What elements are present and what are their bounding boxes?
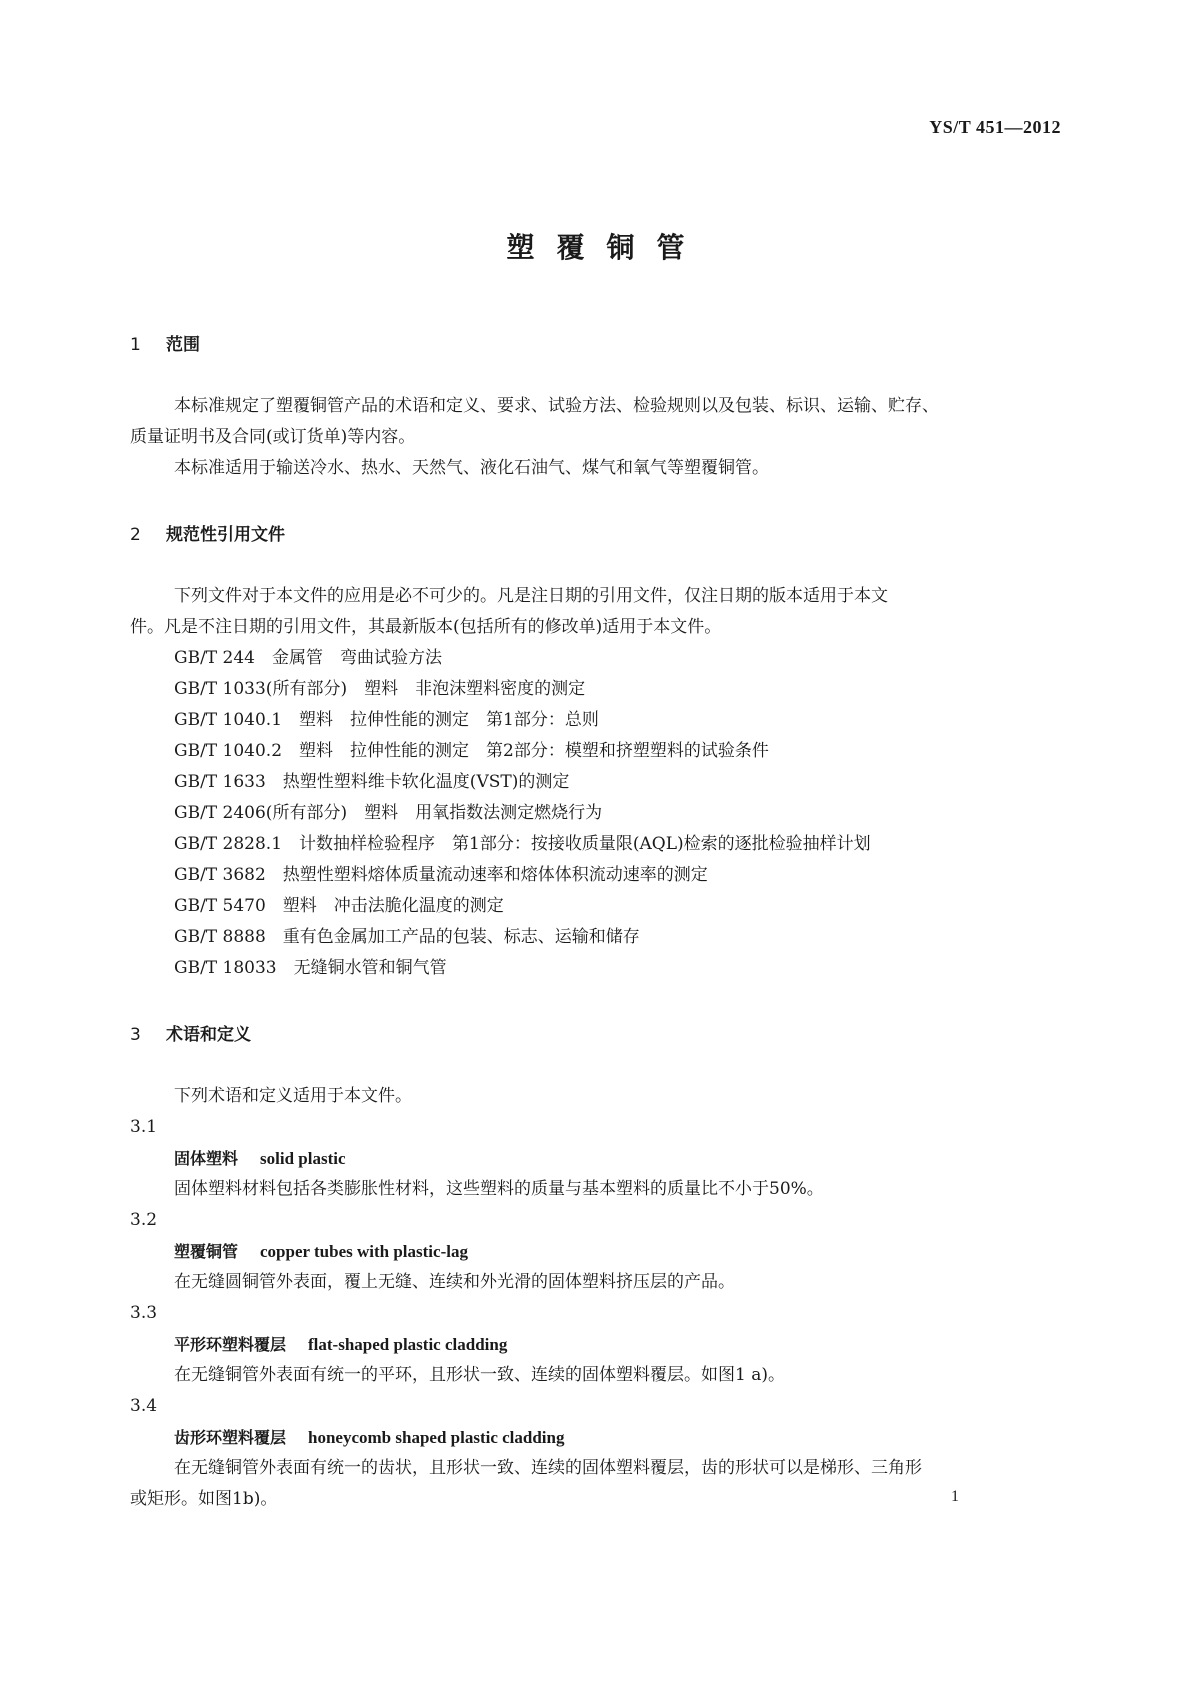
section-title: 规范性引用文件 [166, 525, 285, 545]
reference-item: GB/T 5470 塑料 冲击法脆化温度的测定 [174, 896, 504, 916]
term-en: solid plastic [260, 1149, 346, 1168]
term-heading [130, 1422, 1060, 1453]
term-number: 3.1 [130, 1117, 158, 1137]
reference-item: GB/T 1633 热塑性塑料维卡软化温度(VST)的测定 [174, 772, 570, 792]
term-number: 3.4 [130, 1396, 158, 1416]
document-code: YS/T 451—2012 [929, 117, 1061, 137]
paragraph-line: 本标准规定了塑覆铜管产品的术语和定义、要求、试验方法、检验规则以及包装、标识、运输、贮存、 [174, 396, 939, 416]
term-number: 3.2 [130, 1210, 158, 1230]
reference-item: GB/T 2406(所有部分) 塑料 用氧指数法测定燃烧行为 [174, 803, 603, 823]
term-zh: 齿形环塑料覆层 [174, 1428, 287, 1447]
term-zh: 平形环塑料覆层 [174, 1335, 287, 1354]
term-definition-line: 或矩形。如图1b)。 [130, 1489, 278, 1509]
term-heading [130, 1143, 1060, 1174]
section-number: 1 [130, 335, 141, 355]
paragraph-line: 件。凡是不注日期的引用文件，其最新版本(包括所有的修改单)适用于本文件。 [130, 617, 722, 637]
section-title: 范围 [166, 335, 200, 355]
section-heading [130, 1020, 1060, 1051]
section-number: 3 [130, 1025, 141, 1045]
paragraph: 本标准适用于输送冷水、热水、天然气、液化石油气、煤气和氧气等塑覆铜管。 [174, 458, 769, 478]
document-body [130, 330, 1060, 1515]
section-title: 术语和定义 [166, 1025, 251, 1045]
term-zh: 塑覆铜管 [174, 1242, 239, 1261]
term-number: 3.3 [130, 1303, 158, 1323]
section-number: 2 [130, 525, 141, 545]
paragraph: 下列术语和定义适用于本文件。 [174, 1086, 412, 1106]
term-en: flat-shaped plastic cladding [308, 1335, 508, 1354]
reference-item: GB/T 8888 重有色金属加工产品的包装、标志、运输和储存 [174, 927, 640, 947]
term-heading [130, 1236, 1060, 1267]
term-definition: 在无缝铜管外表面有统一的平环，且形状一致、连续的固体塑料覆层。如图1 a)。 [174, 1365, 785, 1385]
page-number: 1 [951, 1488, 959, 1505]
term-en: copper tubes with plastic-lag [260, 1242, 468, 1261]
reference-item: GB/T 244 金属管 弯曲试验方法 [174, 648, 442, 668]
term-heading [130, 1329, 1060, 1360]
reference-item: GB/T 2828.1 计数抽样检验程序 第1部分：按接收质量限(AQL)检索的逐批检验抽样计划 [174, 834, 871, 854]
paragraph-line: 质量证明书及合同(或订货单)等内容。 [130, 427, 416, 447]
term-en: honeycomb shaped plastic cladding [308, 1428, 565, 1447]
section-heading [130, 330, 1060, 361]
term-definition: 固体塑料材料包括各类膨胀性材料，这些塑料的质量与基本塑料的质量比不小于50%。 [174, 1179, 824, 1199]
section-heading [130, 520, 1060, 551]
paragraph-line: 下列文件对于本文件的应用是必不可少的。凡是注日期的引用文件，仅注日期的版本适用于本文 [174, 586, 888, 606]
page-title: 塑覆铜管 [506, 231, 707, 264]
reference-item: GB/T 1033(所有部分) 塑料 非泡沫塑料密度的测定 [174, 679, 586, 699]
reference-item: GB/T 1040.2 塑料 拉伸性能的测定 第2部分：模塑和挤塑塑料的试验条件 [174, 741, 769, 761]
term-definition: 在无缝圆铜管外表面，覆上无缝、连续和外光滑的固体塑料挤压层的产品。 [174, 1272, 735, 1292]
reference-item: GB/T 3682 热塑性塑料熔体质量流动速率和熔体体积流动速率的测定 [174, 865, 708, 885]
term-definition-line: 在无缝铜管外表面有统一的齿状，且形状一致、连续的固体塑料覆层，齿的形状可以是梯形、三角形 [174, 1458, 922, 1478]
term-zh: 固体塑料 [174, 1149, 239, 1168]
reference-item: GB/T 1040.1 塑料 拉伸性能的测定 第1部分：总则 [174, 710, 599, 730]
reference-item: GB/T 18033 无缝铜水管和铜气管 [174, 958, 447, 978]
